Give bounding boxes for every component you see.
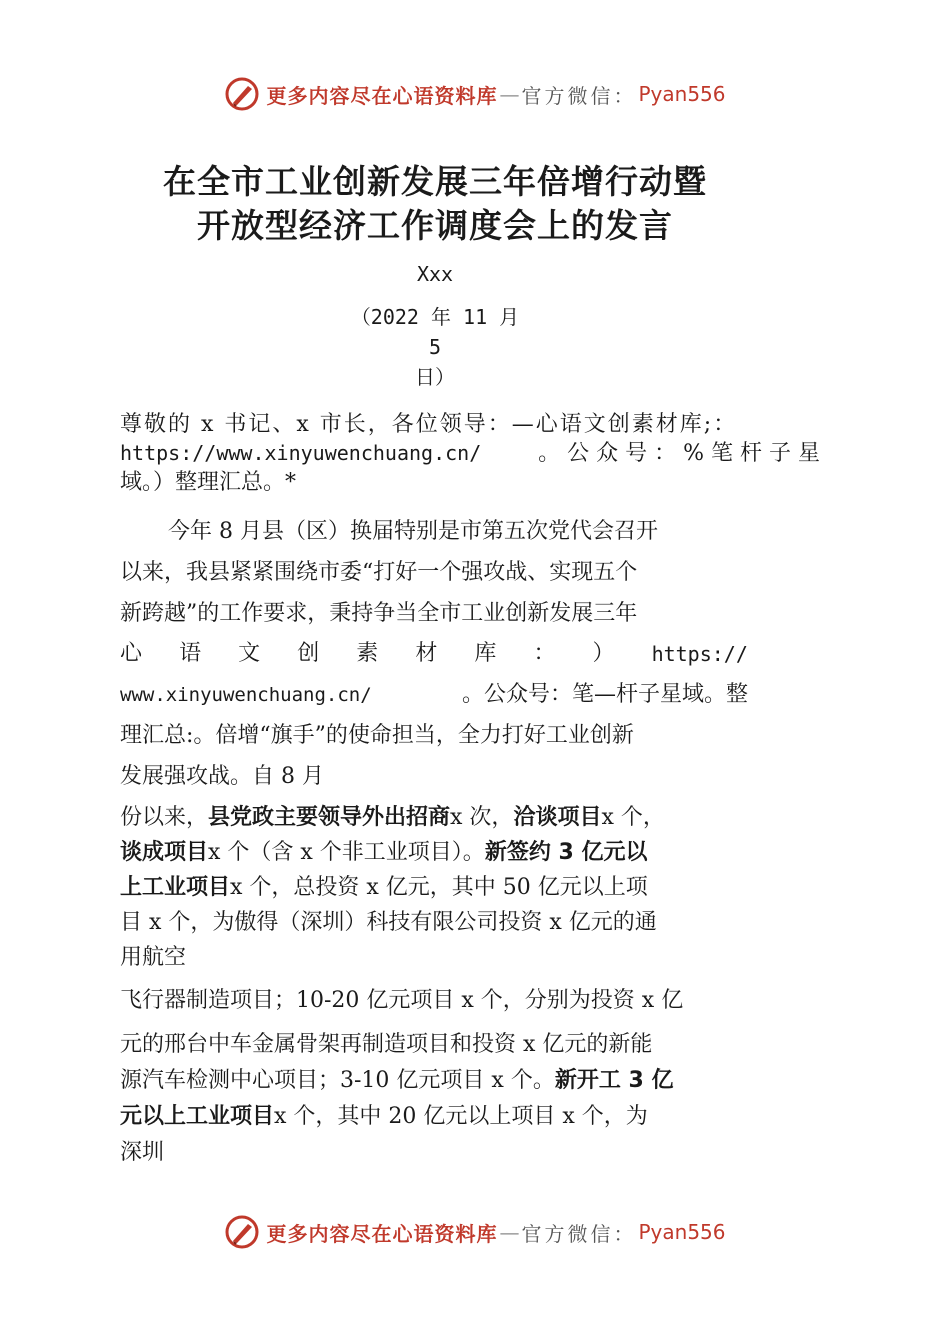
p1-line-3 bbox=[120, 594, 748, 635]
banner-dash: — bbox=[499, 1220, 520, 1244]
p1-char: 素 bbox=[356, 641, 379, 667]
pen-logo-icon bbox=[224, 1214, 260, 1250]
p2-bold: 谈成项目 bbox=[120, 840, 209, 865]
p2-text: x 个（含 x 个非工业项目）。 bbox=[208, 840, 485, 865]
p3-line-2 bbox=[120, 1027, 750, 1063]
p1-char: 材 bbox=[415, 641, 438, 667]
p1-line-2 bbox=[120, 553, 748, 594]
author: Xxx bbox=[416, 262, 454, 286]
salutation-line-3 bbox=[120, 468, 820, 497]
page-title-line-1: 在全市工业创新发展三年倍增行动暨 bbox=[163, 162, 707, 201]
p1-line-5 bbox=[120, 675, 748, 716]
p2-line-3 bbox=[120, 870, 750, 905]
p3-text: 源汽车检测中心项目；3-10 亿元项目 x 个。 bbox=[120, 1068, 555, 1093]
p2-text: 份以来， bbox=[120, 805, 209, 830]
p3-line-3 bbox=[120, 1063, 750, 1099]
p1-line-4 bbox=[120, 634, 748, 675]
salutation-public-account: 。 公 众 号 ： % 笔 杆 子 星 bbox=[538, 441, 820, 466]
p3-line-4 bbox=[120, 1099, 750, 1135]
p2-bold: 县党政主要领导外出招商 bbox=[208, 805, 451, 830]
p3-line-1 bbox=[120, 983, 750, 1019]
p1-url-part-2: www.xinyuwenchuang.cn/ bbox=[120, 684, 372, 707]
paragraph-3 bbox=[120, 983, 750, 1171]
p2-bold: 上工业项目 bbox=[120, 875, 231, 900]
p2-line-2 bbox=[120, 835, 750, 870]
p2-line-5 bbox=[120, 940, 750, 975]
p3-text: 深圳 bbox=[120, 1140, 165, 1165]
p1-text-6: 理汇总:。倍增“旗手”的使命担当，全力打好工业创新 bbox=[120, 722, 634, 748]
salutation-line-2 bbox=[120, 439, 820, 468]
p2-text: x 次， bbox=[450, 805, 514, 830]
date-line-1: （2022 年 11 月 5 bbox=[350, 305, 520, 359]
paragraph-2 bbox=[120, 800, 750, 975]
p2-text: x 个，总投资 x 亿元，其中 50 亿元以上项 bbox=[230, 875, 648, 900]
p1-text-1: 今年 8 月县（区）换届特别是市第五次党代会召开 bbox=[168, 519, 658, 544]
p3-text: 元的邢台中车金属骨架再制造项目和投资 x 亿元的新能 bbox=[120, 1032, 653, 1057]
banner-dash: — bbox=[499, 82, 520, 106]
p3-text: x 个，其中 20 亿元以上项目 x 个，为 bbox=[274, 1104, 648, 1129]
p1-char: 语 bbox=[179, 641, 202, 667]
banner-wechat-label: 官方微信： bbox=[521, 1221, 637, 1246]
p1-char: ） bbox=[592, 641, 615, 667]
header-banner bbox=[0, 72, 950, 116]
p1-char: 心 bbox=[120, 641, 143, 667]
p2-text: x 个， bbox=[601, 805, 665, 830]
p1-char: 库 bbox=[474, 641, 497, 667]
page-title-line-2: 开放型经济工作调度会上的发言 bbox=[197, 206, 673, 245]
footer-banner bbox=[0, 1210, 950, 1254]
pen-logo-icon bbox=[224, 76, 260, 112]
p1-char: 创 bbox=[297, 641, 320, 667]
banner-wechat-id: Pyan556 bbox=[638, 1220, 726, 1244]
date bbox=[340, 302, 530, 392]
p1-line-7 bbox=[120, 757, 748, 798]
salutation-text-3: 域。）整理汇总。* bbox=[120, 470, 297, 495]
p1-text-3: 新跨越”的工作要求，秉持争当全市工业创新发展三年 bbox=[120, 600, 638, 626]
p1-url-part-1: https:// bbox=[651, 642, 748, 667]
p3-text: 飞行器制造项目；10-20 亿元项目 x 个，分别为投资 x 亿 bbox=[120, 988, 684, 1013]
p3-bold: 新开工 3 亿 bbox=[554, 1068, 674, 1093]
banner-brand: 更多内容尽在心语资料库 bbox=[266, 1221, 498, 1246]
p2-bold: 新签约 3 亿元以 bbox=[484, 840, 648, 865]
p2-line-1 bbox=[120, 800, 750, 835]
salutation-url: https://www.xinyuwenchuang.cn/ bbox=[120, 441, 482, 465]
banner-wechat-label: 官方微信： bbox=[521, 83, 637, 108]
p2-line-4 bbox=[120, 905, 750, 940]
salutation-text-1: 尊敬的 x 书记、x 市长，各位领导：—心语文创素材库;： bbox=[120, 412, 738, 437]
p2-text: 目 x 个，为傲得（深圳）科技有限公司投资 x 亿元的通 bbox=[120, 910, 657, 935]
p1-text-7: 发展强攻战。自 8 月 bbox=[120, 763, 324, 789]
p3-bold: 元以上工业项目 bbox=[120, 1104, 275, 1129]
salutation bbox=[120, 410, 820, 497]
p1-char: ： bbox=[533, 641, 556, 667]
paragraph-1 bbox=[120, 512, 748, 798]
p1-line-1 bbox=[120, 512, 748, 553]
p1-line-6 bbox=[120, 716, 748, 757]
banner-wechat-id: Pyan556 bbox=[638, 82, 726, 106]
date-line-2: 日） bbox=[415, 365, 455, 389]
p2-text: 用航空 bbox=[120, 945, 187, 970]
banner-brand: 更多内容尽在心语资料库 bbox=[266, 83, 498, 108]
p1-char: 文 bbox=[238, 641, 261, 667]
p2-bold: 洽谈项目 bbox=[513, 805, 602, 830]
p1-text-2: 以来，我县紧紧围绕市委“打好一个强攻战、实现五个 bbox=[120, 559, 638, 585]
p1-text-5: 。公众号：笔—杆子星域。整 bbox=[461, 682, 748, 708]
salutation-line-1 bbox=[120, 410, 820, 439]
p3-line-5 bbox=[120, 1135, 750, 1171]
